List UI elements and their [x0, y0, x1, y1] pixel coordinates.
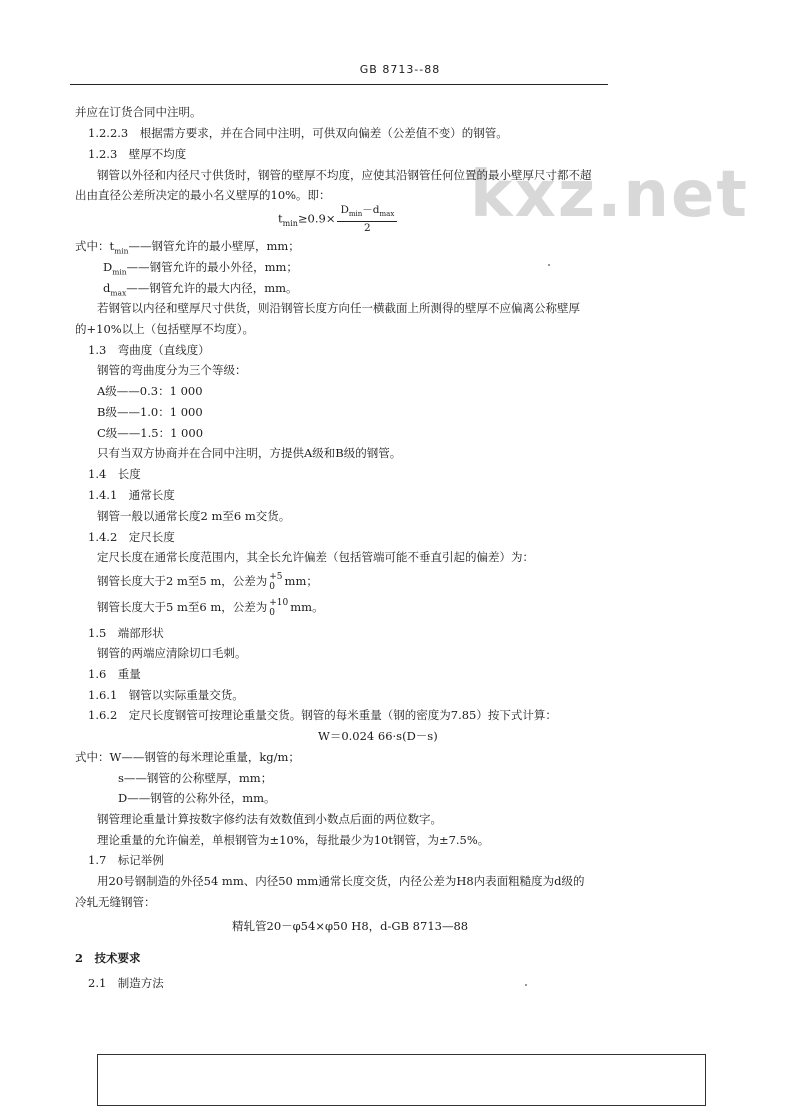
formula-lhs-sub: min	[282, 218, 298, 228]
text-line: 钢管理论重量计算按数字修约法有效数值到小数点后面的两位数字。	[97, 812, 442, 826]
length-tolerance-2-5m	[97, 568, 318, 594]
section-2-heading: 2 技术要求	[75, 951, 141, 965]
clause-2-1-heading: 2.1 制造方法	[88, 976, 164, 990]
bottom-frame	[97, 1054, 706, 1106]
formula-numerator	[337, 204, 397, 222]
tolerance-unit: mm；	[284, 574, 318, 588]
grade-b: B级——1.0：1 000	[97, 405, 203, 419]
tolerance-text: 钢管长度大于5 m至6 m，公差为	[97, 600, 268, 614]
clause-1-2-2-3: 1.2.2.3 根据需方要求，并在合同中注明，可供双向偏差（公差值不变）的钢管。	[88, 126, 508, 140]
definition-dmin	[103, 259, 298, 280]
tolerance-lower: 0	[269, 582, 275, 592]
text-line: 钢管一般以通常长度2 m至6 m交货。	[97, 509, 291, 523]
grade-a: A级——0.3：1 000	[97, 384, 203, 398]
text-line: 钢管以外径和内径尺寸供货时，钢管的壁厚不均度，应使其沿钢管任何位置的最小壁厚尺寸都不超	[97, 168, 592, 182]
clause-1-4-2-heading: 1.4.2 定尺长度	[88, 530, 175, 544]
text-line: 并应在订货合同中注明。	[75, 105, 202, 119]
symbol-d: d	[103, 281, 111, 295]
formula-num-sub: min	[348, 210, 363, 219]
sub-min: min	[114, 246, 129, 256]
clause-1-7-heading: 1.7 标记举例	[88, 853, 164, 867]
clause-1-4-1-heading: 1.4.1 通常长度	[88, 488, 175, 502]
definition-tmin	[75, 238, 300, 259]
clause-1-6-heading: 1.6 重量	[88, 667, 141, 681]
definition-s: s——钢管的公称壁厚，mm；	[118, 771, 273, 785]
text-line: 冷轧无缝钢管：	[75, 895, 156, 909]
tolerance-text: 钢管长度大于2 m至5 m，公差为	[97, 574, 268, 588]
definition-d: D——钢管的公称外径，mm。	[118, 791, 276, 805]
tolerance-stack	[269, 598, 288, 618]
formula-num-d: D	[340, 204, 349, 216]
clause-1-6-1: 1.6.1 钢管以实际重量交货。	[88, 688, 244, 702]
text-line: 只有当双方协商并在合同中注明，方提供A级和B级的钢管。	[97, 446, 402, 460]
formula-relation: ≥0.9×	[297, 211, 336, 226]
watermark: kxz.net	[470, 158, 749, 232]
text-line: 理论重量的允许偏差，单根钢管为±10%，每批最少为10t钢管，为±7.5%。	[97, 833, 490, 847]
clause-1-2-3-heading: 1.2.3 壁厚不均度	[88, 147, 187, 161]
text-line: 若钢管以内径和壁厚尺寸供货，则沿钢管长度方向任一横截面上所测得的壁厚不应偏离公称壁厚	[97, 301, 580, 315]
tolerance-unit: mm。	[290, 600, 324, 614]
formula-denominator: 2	[364, 222, 371, 235]
scan-speck	[548, 264, 550, 266]
definition-text: ——钢管允许的最小壁厚，mm；	[128, 239, 300, 253]
formula-lhs: t	[278, 211, 283, 226]
symbol-d: D	[103, 260, 113, 274]
clause-1-4-heading: 1.4 长度	[88, 467, 141, 481]
definition-text: ——钢管允许的最小外径，mm；	[126, 260, 298, 274]
formula-num-sub2: max	[379, 210, 395, 219]
scan-speck	[525, 984, 527, 986]
sub-min: min	[112, 267, 127, 277]
definition-text: ——钢管允许的最大内径，mm。	[126, 281, 298, 295]
grade-c: C级——1.5：1 000	[97, 426, 204, 440]
sub-max: max	[110, 288, 127, 298]
text-line: 钢管的两端应清除切口毛刺。	[97, 646, 247, 660]
definition-w: 式中：W——钢管的每米理论重量，kg/m；	[75, 750, 300, 764]
tolerance-upper: +10	[269, 598, 289, 608]
text-line: 定尺长度在通常长度范围内，其全长允许偏差（包括管端可能不垂直引起的偏差）为：	[97, 550, 534, 564]
text-line: 出由直径公差所决定的最小名义壁厚的10%。即：	[75, 188, 331, 202]
header-rule	[70, 84, 608, 85]
where-label: 式中：t	[75, 239, 115, 253]
tolerance-upper: +5	[269, 572, 283, 582]
tolerance-lower: 0	[269, 608, 275, 618]
marking-example: 精轧管20－φ54×φ50 H8，d-GB 8713—88	[232, 919, 469, 933]
standard-number-header: GB 8713--88	[359, 63, 441, 76]
text-line: 用20号钢制造的外径54 mm、内径50 mm通常长度交货，内径公差为H8内表面粗糙度为d级的	[97, 874, 585, 888]
formula-weight: W＝0.024 66·s(D－s)	[318, 729, 438, 743]
text-line: 的+10%以上（包括壁厚不均度）。	[75, 322, 254, 336]
formula-num-mid: －d	[362, 204, 380, 216]
tolerance-stack	[269, 572, 282, 592]
length-tolerance-5-6m	[97, 594, 324, 620]
formula-min-wall-thickness	[278, 204, 399, 235]
clause-1-3-heading: 1.3 弯曲度（直线度）	[88, 343, 210, 357]
clause-1-6-2: 1.6.2 定尺长度钢管可按理论重量交货。钢管的每米重量（钢的密度为7.85）按下式计算：	[88, 708, 557, 722]
clause-1-5-heading: 1.5 端部形状	[88, 626, 164, 640]
definition-dmax	[103, 280, 298, 301]
formula-fraction	[337, 204, 397, 235]
text-line: 钢管的弯曲度分为三个等级：	[97, 363, 247, 377]
